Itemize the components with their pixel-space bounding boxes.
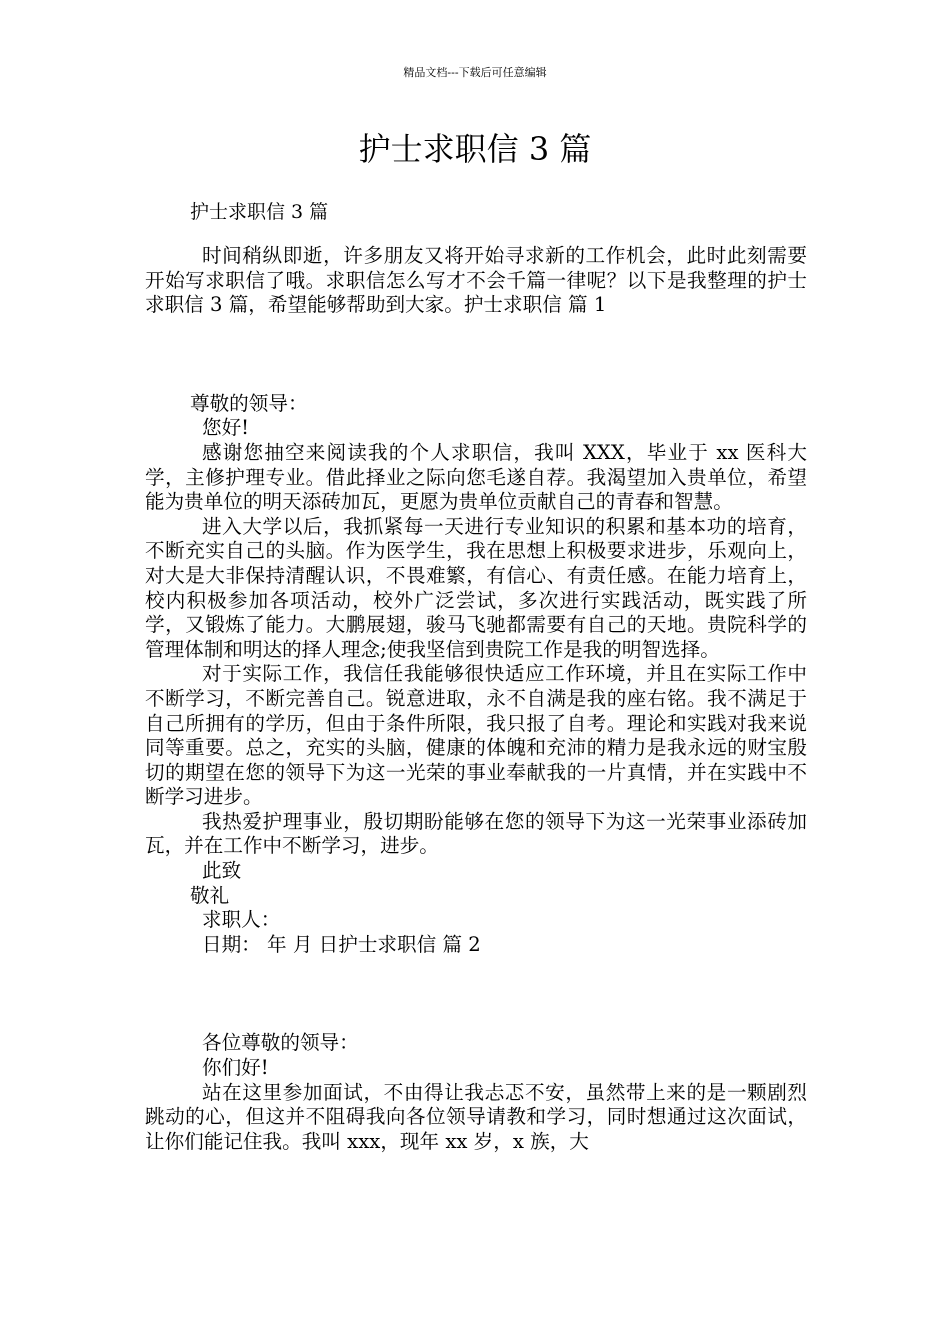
- header-note: 精品文档---下载后可任意编辑: [403, 66, 547, 79]
- body-paragraph-2: 进入大学以后，我抓紧每一天进行专业知识的积累和基本功的培育，不断充实自己的头脑。作为医学生，我在思想上积极要求进步，乐观向上，对大是大非保持清醒认识，不畏难繁，有信心、有责任感。在能力培育上，校内积极参加各项活动，校外广泛尝试，多次进行实践活动，既实践了所学，又锻炼了能力。大鹏展翅，骏马飞驰都需要有自己的天地。贵院科学的管理体制和明达的择人理念;使我坚信到贵院工作是我的明智选择。: [145, 514, 807, 661]
- closing-line-2: 敬礼: [190, 883, 230, 907]
- document-subtitle: 护士求职信 3 篇: [190, 201, 329, 223]
- body-paragraph-5: 站在这里参加面试，不由得让我忐忑不安，虽然带上来的是一颗剧烈跳动的心，但这并不阻碍我向各位领导请教和学习，同时想通过这次面试，让你们能记住我。我叫 xxx，现年 xx 岁，x 族，大: [145, 1080, 807, 1153]
- salutation-1: 尊敬的领导：: [190, 391, 308, 415]
- body-paragraph-3: 对于实际工作，我信任我能够很快适应工作环境，并且在实际工作中不断学习，不断完善自己。锐意进取，永不自满是我的座右铭。我不满足于自己所拥有的学历，但由于条件所限，我只报了自考。理论和实践对我来说同等重要。总之，充实的头脑，健康的体魄和充沛的精力是我永远的财宝殷切的期望在您的领导下为这一光荣的事业奉献我的一片真情，并在实践中不断学习进步。: [145, 662, 807, 809]
- closing-line-1: 此致: [202, 859, 242, 883]
- greeting-1: 您好!: [202, 416, 250, 440]
- intro-paragraph: 时间稍纵即逝，许多朋友又将开始寻求新的工作机会，此时此刻需要开始写求职信了哦。求职信怎么写才不会千篇一律呢？以下是我整理的护士求职信 3 篇，希望能够帮助到大家。护士求职信 篇 1: [145, 244, 807, 317]
- body-paragraph-1: 感谢您抽空来阅读我的个人求职信，我叫 XXX，毕业于 xx 医科大学，主修护理专业。借此择业之际向您毛遂自荐。我渴望加入贵单位，希望能为贵单位的明天添砖加瓦，更愿为贵单位贡献自己的青春和智慧。: [145, 440, 807, 514]
- date-line: 日期： 年 月 日护士求职信 篇 2: [202, 932, 481, 956]
- greeting-2: 你们好!: [202, 1056, 269, 1080]
- salutation-2: 各位尊敬的领导：: [202, 1031, 359, 1055]
- body-paragraph-4: 我热爱护理事业，殷切期盼能够在您的领导下为这一光荣事业添砖加瓦，并在工作中不断学习，进步。: [145, 809, 807, 858]
- signature-line: 求职人：: [202, 908, 281, 932]
- document-body: [145, 244, 807, 1154]
- document-title: 护士求职信 3 篇: [358, 130, 592, 168]
